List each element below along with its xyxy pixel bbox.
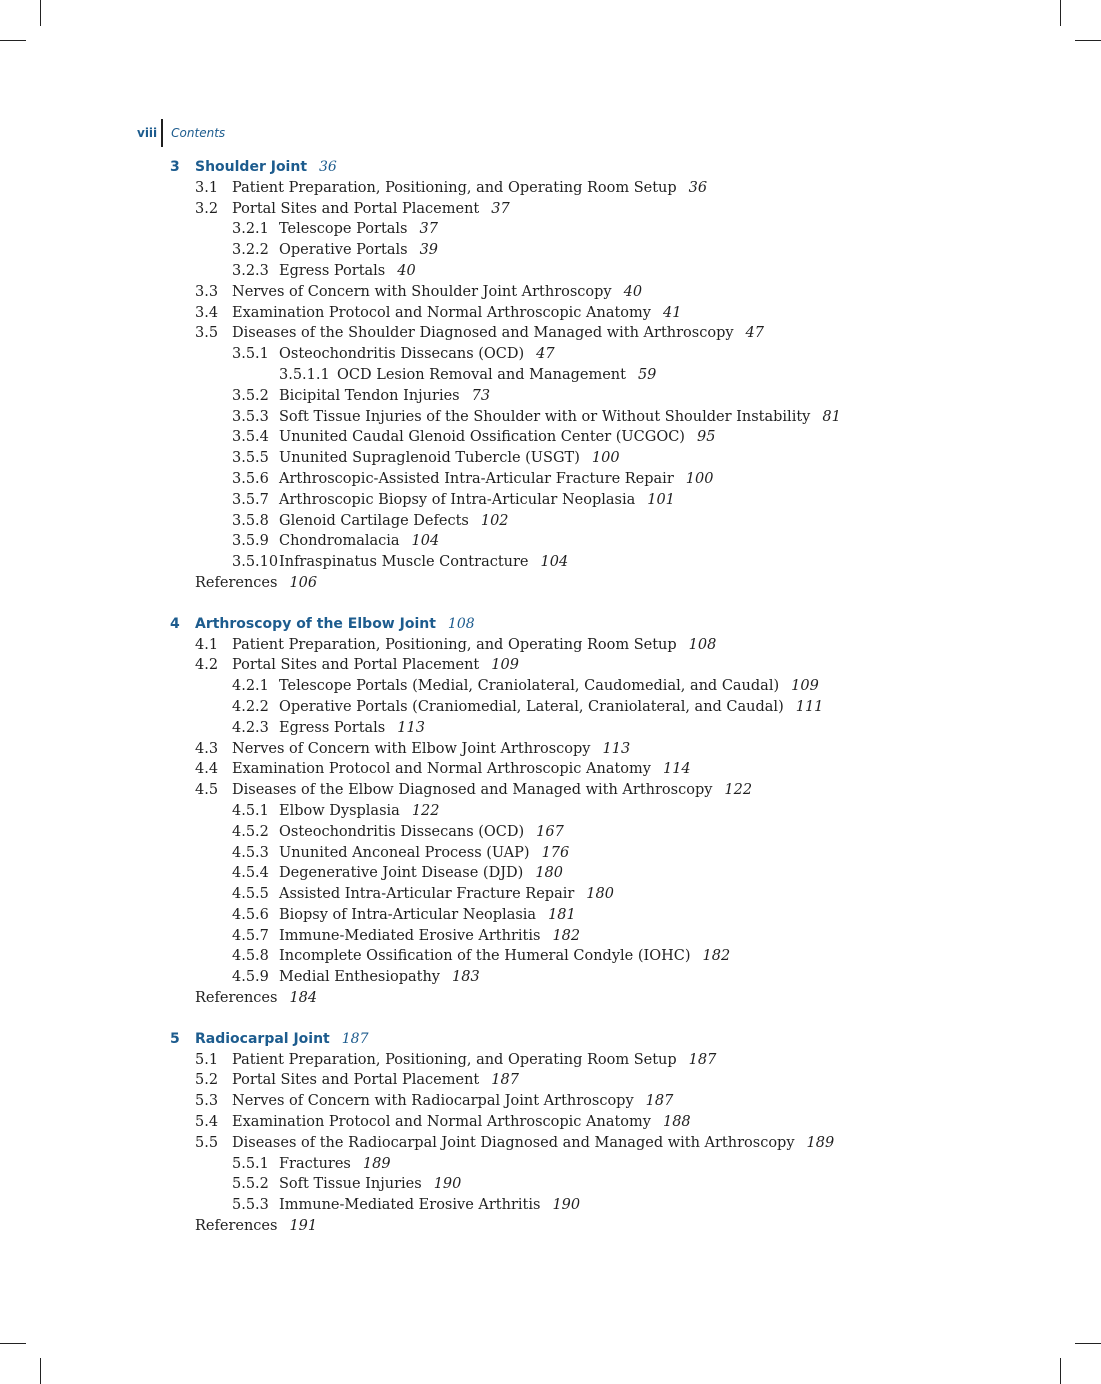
page-ref: 189: [362, 1155, 391, 1172]
chapter-title: Radiocarpal Joint: [195, 1030, 330, 1047]
page-ref: 108: [688, 636, 717, 653]
entry-line: [195, 1216, 317, 1237]
page-ref: 182: [552, 927, 581, 944]
toc-entry[interactable]: [0, 303, 1101, 324]
entry-line: [279, 1154, 391, 1175]
entry-line: [279, 261, 416, 282]
entry-line: [232, 1091, 673, 1112]
section-number: 3.5.5: [232, 450, 269, 467]
section-number: 4.5.2: [232, 823, 269, 840]
section-title: Examination Protocol and Normal Arthroscopic Anatomy: [232, 304, 651, 321]
page-ref: 180: [535, 865, 563, 882]
section-title: Biopsy of Intra-Articular Neoplasia: [279, 906, 537, 923]
page-ref: 190: [552, 1197, 581, 1214]
section-number: 4.5: [195, 782, 219, 799]
page-ref: 187: [688, 1051, 717, 1068]
toc-entry[interactable]: [0, 655, 1101, 676]
toc-entry[interactable]: [0, 967, 1101, 988]
section-number: 3.5.1.1: [279, 366, 330, 383]
toc-entry[interactable]: [0, 780, 1101, 801]
entry-line: [279, 946, 730, 967]
page-ref: 36: [319, 159, 337, 175]
section-number: 4.5.1: [232, 802, 269, 819]
page-ref: 40: [397, 262, 416, 279]
entry-line: [195, 988, 317, 1009]
entry-line: [279, 863, 563, 884]
entry-line: [279, 240, 438, 261]
toc-entry[interactable]: [0, 759, 1101, 780]
entry-line: [279, 490, 675, 511]
toc-entry[interactable]: [0, 407, 1101, 428]
section-number: 3.2.2: [232, 242, 269, 259]
toc-entry[interactable]: [0, 282, 1101, 303]
section-title: Diseases of the Radiocarpal Joint Diagnosed and Managed with Arthroscopy: [232, 1134, 795, 1151]
section-number: 4.2.3: [232, 719, 269, 736]
section-title: Chondromalacia: [279, 533, 400, 550]
entry-line: [232, 282, 642, 303]
toc-entry[interactable]: [0, 1070, 1101, 1091]
page-ref: 187: [645, 1093, 674, 1110]
page-ref: 167: [536, 823, 564, 840]
section-number: 3.3: [195, 283, 219, 300]
toc-entry[interactable]: [0, 365, 1101, 386]
entry-line: [232, 780, 752, 801]
toc-chapter: [0, 157, 1101, 594]
toc-entry[interactable]: [0, 1050, 1101, 1071]
toc-entry[interactable]: [0, 1091, 1101, 1112]
page-ref: 39: [419, 242, 439, 259]
entry-line: [232, 1050, 716, 1071]
section-title: Nerves of Concern with Radiocarpal Joint Arthroscopy: [232, 1093, 634, 1110]
chapter-title-line: [195, 157, 337, 178]
crop-mark: [0, 1343, 26, 1344]
toc-entry[interactable]: [0, 511, 1101, 532]
page-ref: 190: [433, 1176, 462, 1193]
section-number: 5.1: [195, 1051, 219, 1068]
page-ref: 188: [662, 1114, 691, 1131]
entry-line: [232, 178, 707, 199]
page-ref: 182: [702, 948, 731, 965]
entry-line: [232, 739, 630, 760]
section-number: 4.5.7: [232, 927, 269, 944]
chapter-heading[interactable]: [0, 157, 1101, 178]
entry-line: [232, 759, 691, 780]
toc-entry[interactable]: [0, 490, 1101, 511]
section-title: Soft Tissue Injuries: [279, 1176, 422, 1193]
page-ref: 181: [548, 906, 576, 923]
section-title: Incomplete Ossification of the Humeral Condyle (IOHC): [279, 948, 691, 965]
entry-line: [279, 344, 555, 365]
toc-entry[interactable]: [0, 946, 1101, 967]
toc-chapter: [0, 614, 1101, 1009]
section-title: Immune-Mediated Erosive Arthritis: [279, 1197, 541, 1214]
entry-line: [279, 531, 439, 552]
page-ref: 73: [471, 387, 491, 404]
section-number: 4.2: [195, 657, 219, 674]
section-number: 3.5: [195, 325, 219, 342]
section-title: Nerves of Concern with Shoulder Joint Arthroscopy: [232, 283, 612, 300]
section-title: Soft Tissue Injuries of the Shoulder with or Without Shoulder Instability: [279, 408, 811, 425]
section-number: 5.5.2: [232, 1176, 269, 1193]
toc-entry[interactable]: [0, 801, 1101, 822]
entry-line: [232, 323, 764, 344]
toc-chapter: [0, 1029, 1101, 1237]
section-number: 3.2.3: [232, 262, 269, 279]
section-number: 5.5.3: [232, 1197, 269, 1214]
toc-entry[interactable]: [0, 386, 1101, 407]
entry-line: [337, 365, 656, 386]
page-ref: 36: [688, 179, 708, 196]
entry-line: [279, 905, 576, 926]
chapter-title: Shoulder Joint: [195, 159, 308, 175]
page-ref: 187: [341, 1030, 369, 1047]
section-number: 3.5.3: [232, 408, 269, 425]
chapter-title-line: [195, 614, 475, 635]
toc-entry[interactable]: [0, 718, 1101, 739]
toc-entry[interactable]: [0, 926, 1101, 947]
entry-line: [279, 511, 509, 532]
section-title: Operative Portals: [279, 242, 408, 259]
entry-line: [232, 1112, 691, 1133]
section-number: 5.5: [195, 1134, 219, 1151]
section-title: Infraspinatus Muscle Contracture: [279, 554, 529, 571]
crop-mark: [1075, 40, 1101, 41]
section-number: 4.5.8: [232, 948, 269, 965]
entry-line: [279, 407, 841, 428]
section-number: 4.2.1: [232, 678, 269, 695]
page-ref: 100: [591, 450, 620, 467]
entry-line: [279, 697, 823, 718]
page-ref: 59: [637, 366, 657, 383]
toc-entry[interactable]: [0, 323, 1101, 344]
section-title: Bicipital Tendon Injuries: [279, 387, 460, 404]
toc-references[interactable]: [0, 1216, 1101, 1237]
crop-mark: [40, 1358, 41, 1384]
page-ref: 81: [822, 408, 841, 425]
entry-line: [279, 1174, 461, 1195]
crop-mark: [1060, 1358, 1061, 1384]
chapter-number: 3: [170, 159, 180, 175]
page-ref: 114: [662, 761, 691, 778]
section-number: 3.5.10: [232, 554, 279, 571]
section-number: 4.5.9: [232, 969, 269, 986]
entry-line: [279, 718, 425, 739]
toc-entry[interactable]: [0, 676, 1101, 697]
section-title: Portal Sites and Portal Placement: [232, 1072, 480, 1089]
chapter-title-line: [195, 1029, 368, 1050]
page-ref: 189: [806, 1134, 835, 1151]
toc-entry[interactable]: [0, 739, 1101, 760]
page-ref: 37: [419, 221, 438, 238]
toc-entry[interactable]: [0, 1133, 1101, 1154]
page-ref: 104: [540, 554, 569, 571]
running-head: [137, 119, 225, 147]
page-ref: 113: [602, 740, 631, 757]
running-head-divider: [161, 119, 163, 147]
section-title: Fractures: [279, 1155, 351, 1172]
toc-entry[interactable]: [0, 178, 1101, 199]
crop-mark: [1075, 1343, 1101, 1344]
page-ref: 102: [480, 512, 509, 529]
section-title: Assisted Intra-Articular Fracture Repair: [279, 886, 575, 903]
page-ref: 187: [491, 1072, 519, 1089]
section-number: 3.5.6: [232, 470, 269, 487]
section-title: Ununited Anconeal Process (UAP): [279, 844, 530, 861]
entry-line: [279, 386, 490, 407]
section-title: Immune-Mediated Erosive Arthritis: [279, 927, 541, 944]
section-title: Nerves of Concern with Elbow Joint Arthroscopy: [232, 740, 591, 757]
page-ref: 95: [696, 429, 716, 446]
crop-mark: [0, 40, 26, 41]
page-ref: 47: [745, 325, 764, 342]
section-title: Glenoid Cartilage Defects: [279, 512, 469, 529]
section-number: 5.5.1: [232, 1155, 269, 1172]
section-title: Patient Preparation, Positioning, and Operating Room Setup: [232, 1051, 677, 1068]
section-number: 5.3: [195, 1093, 219, 1110]
section-number: 4.1: [195, 636, 219, 653]
page-ref: 122: [724, 782, 753, 799]
entry-line: [232, 655, 519, 676]
toc-entry[interactable]: [0, 344, 1101, 365]
entry-line: [279, 552, 568, 573]
crop-mark: [1060, 0, 1061, 26]
entry-line: [279, 448, 620, 469]
entry-line: [279, 801, 440, 822]
entry-line: [279, 843, 569, 864]
section-number: 3.5.1: [232, 346, 269, 363]
section-title: Diseases of the Elbow Diagnosed and Managed with Arthroscopy: [232, 782, 713, 799]
page-ref: 108: [447, 615, 475, 632]
section-number: 3.5.2: [232, 387, 269, 404]
page-ref: 104: [411, 533, 440, 550]
section-number: 4.4: [195, 761, 219, 778]
section-title: Examination Protocol and Normal Arthroscopic Anatomy: [232, 761, 651, 778]
entry-line: [279, 676, 819, 697]
entry-line: [279, 822, 564, 843]
toc-entry[interactable]: [0, 1195, 1101, 1216]
entry-line: [279, 427, 715, 448]
toc-entry[interactable]: [0, 1174, 1101, 1195]
section-title: Degenerative Joint Disease (DJD): [279, 865, 524, 882]
entry-line: [279, 469, 713, 490]
running-head-title: Contents: [171, 126, 226, 140]
section-title: References: [195, 1218, 278, 1235]
section-number: 4.3: [195, 740, 219, 757]
section-title: References: [195, 574, 278, 591]
toc-entry[interactable]: [0, 469, 1101, 490]
toc-entry[interactable]: [0, 635, 1101, 656]
page-ref: 183: [452, 969, 480, 986]
page-ref: 184: [289, 990, 318, 1007]
toc-entry[interactable]: [0, 448, 1101, 469]
section-number: 5.2: [195, 1072, 219, 1089]
toc-entry[interactable]: [0, 863, 1101, 884]
entry-line: [279, 1195, 580, 1216]
toc-entry[interactable]: [0, 199, 1101, 220]
section-title: Medial Enthesiopathy: [279, 969, 441, 986]
section-title: Osteochondritis Dissecans (OCD): [279, 823, 525, 840]
toc-entry[interactable]: [0, 822, 1101, 843]
section-number: 3.1: [195, 179, 219, 196]
section-title: Egress Portals: [279, 719, 386, 736]
page-ref: 41: [662, 304, 682, 321]
toc-entry[interactable]: [0, 531, 1101, 552]
section-title: Arthroscopic Biopsy of Intra-Articular Neoplasia: [279, 491, 636, 508]
toc-entry[interactable]: [0, 1112, 1101, 1133]
toc-entry[interactable]: [0, 905, 1101, 926]
section-title: Patient Preparation, Positioning, and Operating Room Setup: [232, 179, 677, 196]
toc-entry[interactable]: [0, 843, 1101, 864]
section-title: Elbow Dysplasia: [279, 802, 400, 819]
section-number: 4.5.3: [232, 844, 269, 861]
entry-line: [195, 573, 317, 594]
toc-entry[interactable]: [0, 697, 1101, 718]
section-title: Patient Preparation, Positioning, and Operating Room Setup: [232, 636, 677, 653]
page-ref: 40: [623, 283, 643, 300]
crop-mark: [40, 0, 41, 26]
chapter-title: Arthroscopy of the Elbow Joint: [195, 615, 436, 632]
chapter-number: 4: [170, 615, 180, 632]
entry-line: [279, 967, 480, 988]
toc-entry[interactable]: [0, 261, 1101, 282]
section-title: Osteochondritis Dissecans (OCD): [279, 346, 525, 363]
section-number: 4.5.6: [232, 906, 269, 923]
section-number: 3.5.7: [232, 491, 269, 508]
chapter-heading[interactable]: [0, 1029, 1101, 1050]
page-ref: 47: [536, 346, 555, 363]
page-ref: 176: [541, 844, 570, 861]
section-number: 3.2: [195, 200, 219, 217]
section-number: 3.2.1: [232, 221, 269, 238]
section-title: Arthroscopic-Assisted Intra-Articular Fracture Repair: [279, 470, 674, 487]
section-number: 4.5.5: [232, 886, 269, 903]
chapter-number: 5: [170, 1030, 180, 1047]
section-title: Portal Sites and Portal Placement: [232, 657, 480, 674]
section-title: Examination Protocol and Normal Arthroscopic Anatomy: [232, 1114, 651, 1131]
section-number: 4.2.2: [232, 698, 269, 715]
page-ref: 113: [397, 719, 425, 736]
section-number: 4.5.4: [232, 865, 269, 882]
toc-entry[interactable]: [0, 240, 1101, 261]
entry-line: [232, 1070, 519, 1091]
section-title: Diseases of the Shoulder Diagnosed and Managed with Arthroscopy: [232, 325, 734, 342]
section-number: 3.5.9: [232, 533, 269, 550]
toc-entry[interactable]: [0, 1154, 1101, 1175]
page-number: viii: [137, 126, 158, 140]
page-ref: 122: [411, 802, 440, 819]
section-title: Telescope Portals (Medial, Craniolateral, Caudomedial, and Caudal): [279, 678, 780, 695]
page-ref: 109: [791, 678, 819, 695]
section-title: Ununited Supraglenoid Tubercle (USGT): [279, 450, 580, 467]
page-ref: 109: [491, 657, 519, 674]
page-ref: 37: [491, 200, 510, 217]
section-title: Portal Sites and Portal Placement: [232, 200, 480, 217]
section-number: 3.4: [195, 304, 219, 321]
section-title: Ununited Caudal Glenoid Ossification Center (UCGOC): [279, 429, 685, 446]
section-title: Telescope Portals: [279, 221, 408, 238]
chapter-heading[interactable]: [0, 614, 1101, 635]
toc-entry[interactable]: [0, 884, 1101, 905]
entry-line: [279, 884, 614, 905]
entry-line: [232, 199, 510, 220]
entry-line: [279, 219, 438, 240]
page-ref: 191: [289, 1218, 318, 1235]
page-ref: 180: [586, 886, 614, 903]
page-ref: 101: [647, 491, 675, 508]
page-ref: 100: [685, 470, 714, 487]
entry-line: [232, 303, 681, 324]
section-title: Operative Portals (Craniomedial, Lateral, Craniolateral, and Caudal): [279, 698, 784, 715]
entry-line: [232, 1133, 834, 1154]
page-ref: 106: [289, 574, 318, 591]
section-number: 3.5.4: [232, 429, 269, 446]
section-title: Egress Portals: [279, 262, 386, 279]
toc-entry[interactable]: [0, 219, 1101, 240]
section-number: 5.4: [195, 1114, 219, 1131]
page-ref: 111: [795, 698, 824, 715]
section-title: OCD Lesion Removal and Management: [337, 366, 626, 383]
entry-line: [232, 635, 716, 656]
table-of-contents: [0, 157, 1101, 1257]
toc-references[interactable]: [0, 988, 1101, 1009]
entry-line: [279, 926, 580, 947]
toc-entry[interactable]: [0, 552, 1101, 573]
section-title: References: [195, 990, 278, 1007]
toc-entry[interactable]: [0, 427, 1101, 448]
section-number: 3.5.8: [232, 512, 269, 529]
toc-references[interactable]: [0, 573, 1101, 594]
